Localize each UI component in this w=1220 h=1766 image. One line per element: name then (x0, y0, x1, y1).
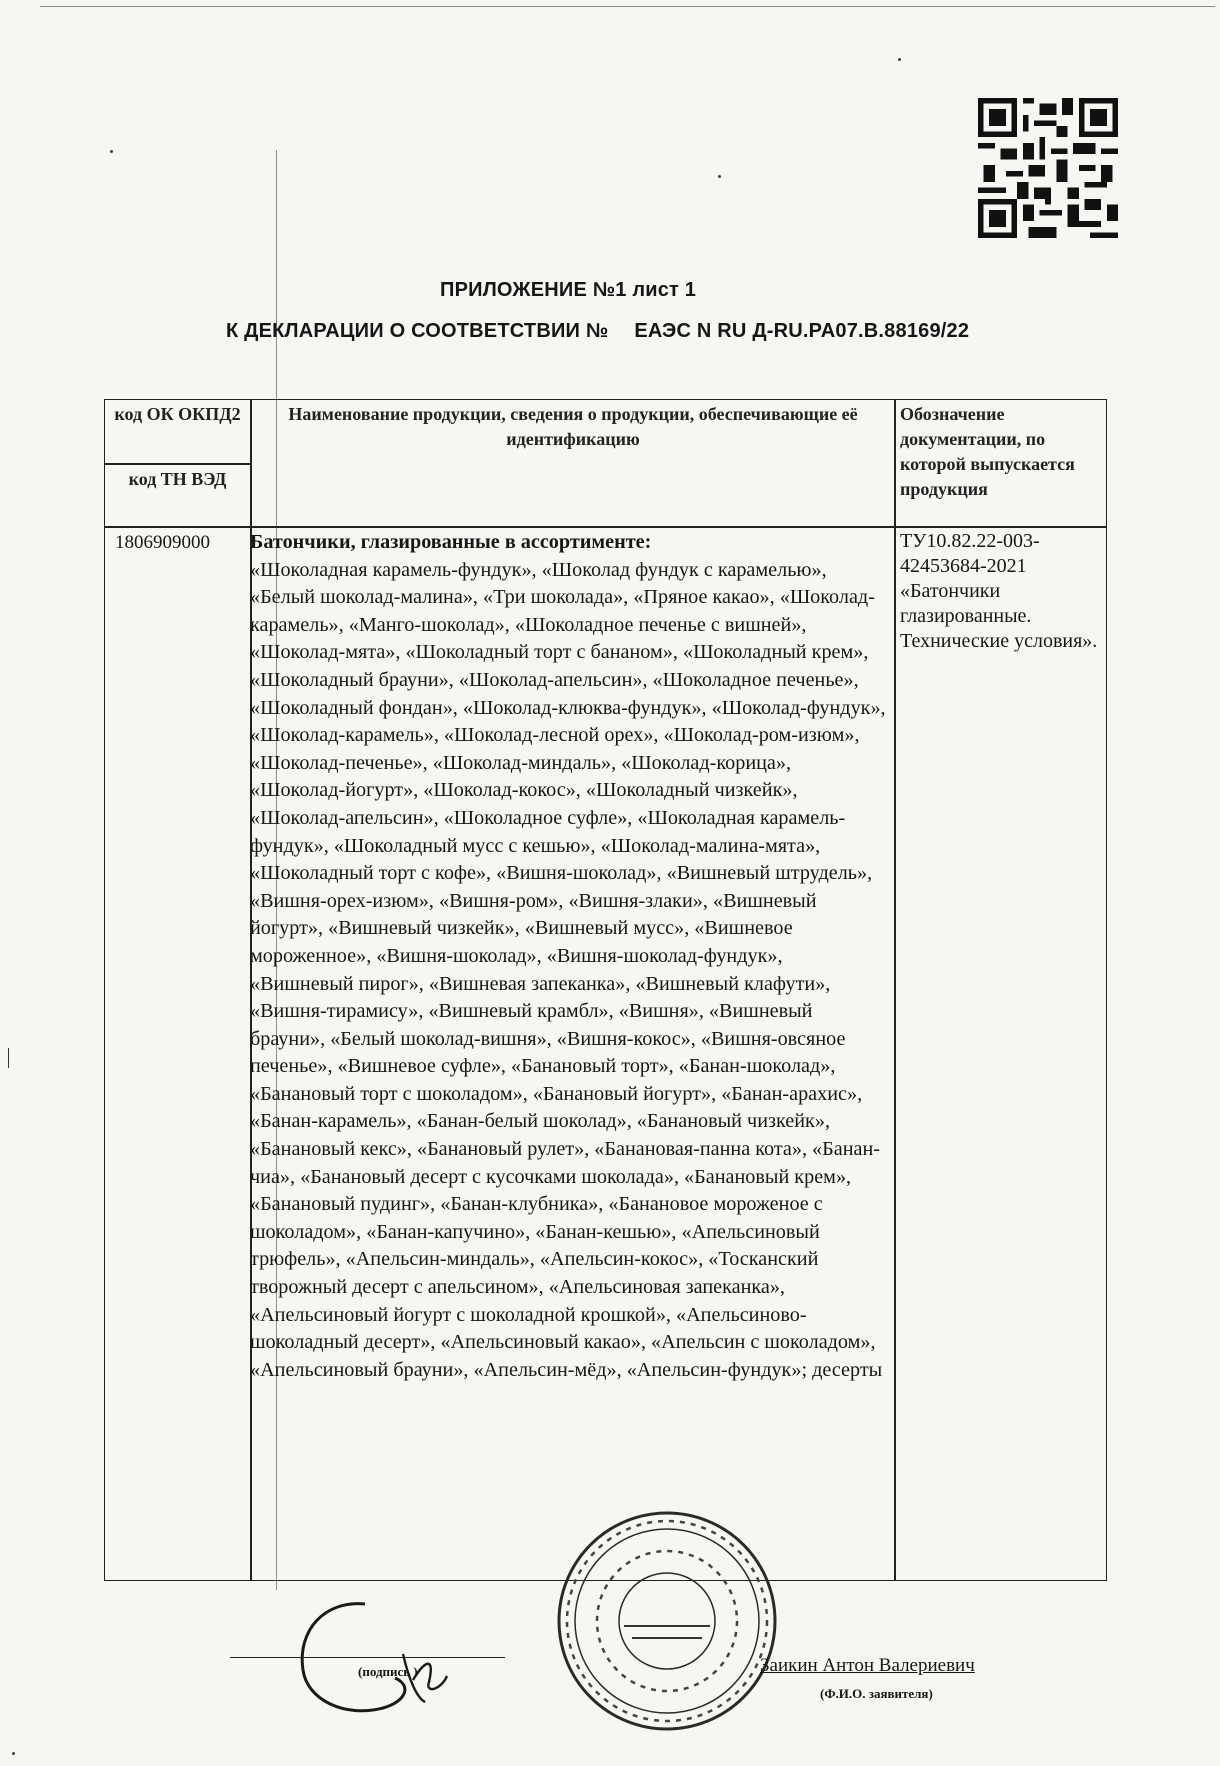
scan-artifact-dot (718, 175, 721, 178)
scan-artifact-dot (898, 58, 901, 61)
signature-mark (285, 1590, 475, 1720)
product-code: 1806909000 (115, 532, 210, 553)
product-list: «Шоколадная карамель-фундук», «Шоколад фундук с карамелью», «Белый шоколад-малина», «Три шоколада», «Пряное какао», «Шоколад-карамель», «Манго-шоколад», «Шоколадное печенье с вишней», «Шоколад-мята», «Шоколадный торт с бананом», «Шоколадный крем», «Шоколадный брауни», «Шоколад-апельсин», «Шоколадное печенье», «Шоколадный фондан», «Шоколад-клюква-фундук», «Шоколад-фундук», «Шоколад-карамель», «Шоколад-лесной орех», «Шоколад-ром-изюм», «Шоколад-печенье», «Шоколад-миндаль», «Шоколад-корица», «Шоколад-йогурт», «Шоколад-кокос», «Шоколадный чизкейк», «Шоколад-апельсин», «Шоколадное суфле», «Шоколадная карамель-фундук», «Шоколадный мусс с кешью», «Шоколад-малина-мята», «Шоколадный торт с кофе», «Вишня-шоколад», «Вишневый штрудель», «Вишня-орех-изюм», «Вишня-ром», «Вишня-злаки», «Вишневый йогурт», «Вишневый чизкейк», «Вишневый мусс», «Вишневое мороженное», «Вишня-шоколад», «Вишня-шоколад-фундук», «Вишневый пирог», «Вишневая запеканка», «Вишневый клафути», «Вишня-тирамису», «Вишневый крамбл», «Вишня», «Вишневый брауни», «Белый шоколад-вишня», «Вишня-кокос», «Вишня-овсяное печенье», «Вишневое суфле», «Банановый торт», «Банан-шоколад», «Банановый торт с шоколадом», «Банановый йогурт», «Банан-арахис», «Банан-карамель», «Банан-белый шоколад», «Банановый чизкейк», «Банановый кекс», «Банановый рулет», «Банановая-панна кота», «Банан-чиа», «Банановый десерт с кусочками шоколада», «Банановый крем», «Банановый пудинг», «Банан-клубника», «Банановое мороженое с шоколадом», «Банан-капучино», «Банан-кешью», «Апельсиновый трюфель», «Апельсин-миндаль», «Апельсин-кокос», «Тосканский творожный десерт с апельсином», «Апельсиновая запеканка», «Апельсиновый йогурт с шоколадной крошкой», «Апельсиново-шоколадный десерт», «Апельсиновый какао», «Апельсин с шоколадом», «Апельсиновый брауни», «Апельсин-мёд», «Апельсин-фундук»; десерты (250, 558, 886, 1381)
table-divider (894, 400, 896, 1580)
header-documentation: Обозначение документации, по которой выпускается продукция (900, 404, 1075, 499)
header-code-okpd: код ОК ОКПД2 (114, 404, 241, 424)
declaration-title-prefix: К ДЕКЛАРАЦИИ О СООТВЕТСТВИИ № (226, 320, 609, 342)
scan-artifact-dot (110, 150, 113, 153)
table-divider (105, 526, 1106, 528)
product-table (104, 399, 1107, 1581)
declaration-title (226, 320, 1126, 343)
header-code-tnved: код ТН ВЭД (128, 469, 227, 489)
product-description (250, 529, 890, 1384)
appendix-title: ПРИЛОЖЕНИЕ №1 лист 1 (440, 279, 697, 301)
signature-line (230, 1657, 505, 1658)
table-divider (105, 463, 251, 465)
declaration-number: ЕАЭС N RU Д-RU.PA07.B.88169/22 (634, 320, 970, 342)
qr-code-icon (978, 98, 1118, 238)
scan-edge (40, 6, 1215, 7)
fio-caption: (Ф.И.О. заявителя) (820, 1686, 933, 1701)
documentation-value: ТУ10.82.22-003-42453684-2021 «Батончики глазированные. Технические условия». (900, 530, 1098, 652)
signature-caption: (подпись ) (358, 1664, 418, 1679)
round-stamp (552, 1506, 782, 1736)
scan-artifact-dot (12, 1752, 15, 1755)
product-title: Батончики, глазированные в ассортименте: (250, 531, 652, 553)
header-product-name: Наименование продукции, сведения о продукции, обеспечивающие её идентификацию (288, 404, 858, 449)
scan-artifact-dash (8, 1048, 9, 1068)
applicant-name: Заикин Антон Валериевич (760, 1655, 975, 1676)
